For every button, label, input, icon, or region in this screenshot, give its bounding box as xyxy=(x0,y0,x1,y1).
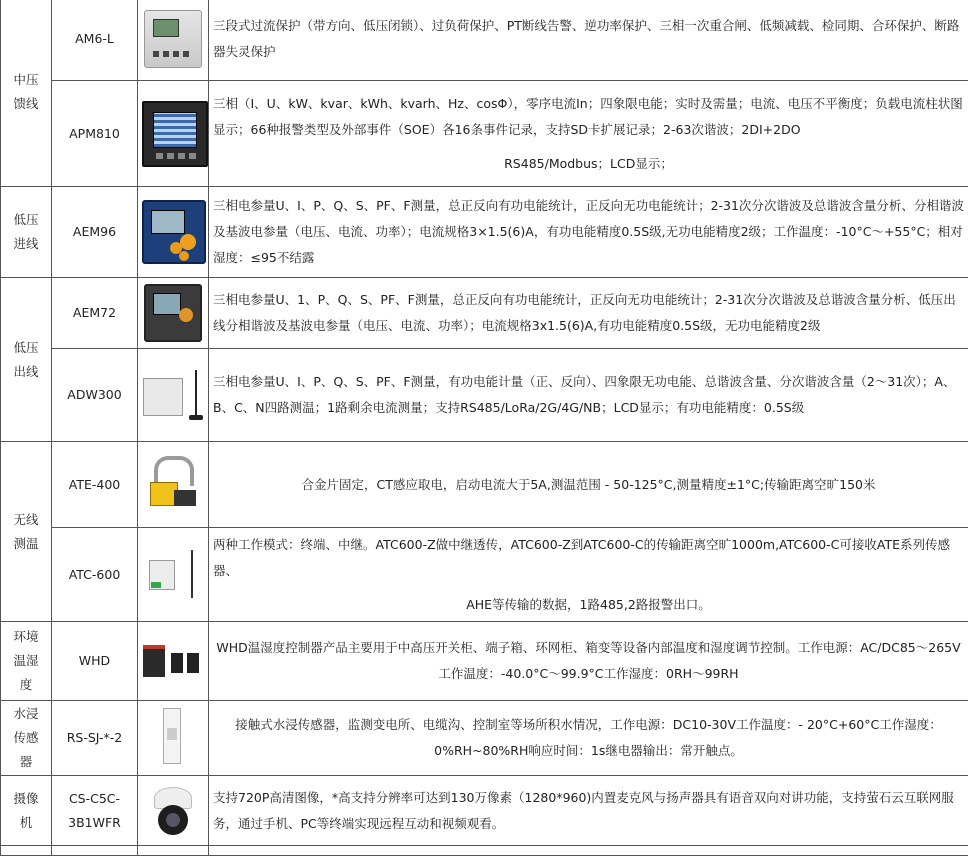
product-image-cell xyxy=(138,187,209,278)
model-cell: WHD xyxy=(52,622,138,701)
empty-cell xyxy=(209,846,968,856)
model-cell: AEM96 xyxy=(52,187,138,278)
description-cell: 三相电参量U、1、P、Q、S、PF、F测量，总正反向有功电能统计，正反向无功电能统计；2-31次分次谐波及总谐波含量分析、低压出线分相谐波及基波电参量（电压、电流、功率）；电流规格3x1.5(6)A,有功电能精度0.5S级，无功电能精度2级 xyxy=(209,278,968,349)
description-cell xyxy=(209,528,968,622)
model-cell: ATC-600 xyxy=(52,528,138,622)
category-cell: 低压进线 xyxy=(1,187,52,278)
category-cell: 低压出线 xyxy=(1,278,52,442)
empty-cell xyxy=(138,846,209,856)
din-rail-meter-image xyxy=(143,370,203,420)
power-meter-image xyxy=(142,101,208,167)
description-cell: 三相电参量U、I、P、Q、S、PF、F测量，有功电能计量（正、反向）、四象限无功电能、总谐波含量、分次谐波含量（2～31次）；A、B、C、N四路测温；1路剩余电流测量；支持RS485/LoRa/2G/4G/NB；LCD显示；有功电能精度：0.5S级 xyxy=(209,349,968,442)
empty-cell xyxy=(1,846,52,856)
category-cell: 水浸传感器 xyxy=(1,701,52,776)
humidity-controller-image xyxy=(143,641,203,681)
description-text: 三相（I、U、kW、kvar、kWh、kvarh、Hz、cosΦ），零序电流In；四象限电能；实时及需量；电流、电压不平衡度；负载电流柱状图显示；66种报警类型及外部事件（SOE）各16条事件记录，支持SD卡扩展记录；2-63次谐波；2DI+2DO xyxy=(213,95,963,137)
product-image-cell xyxy=(138,701,209,776)
product-image-cell xyxy=(138,528,209,622)
table-row xyxy=(1,776,968,846)
description-cell: 合金片固定，CT感应取电，启动电流大于5A,测温范围 - 50-125°C,测量精度±1°C;传输距离空旷150米 xyxy=(209,442,968,528)
product-image-cell xyxy=(138,349,209,442)
description-text: 两种工作模式：终端、中继。ATC600-Z做中继透传，ATC600-Z到ATC600-C的传输距离空旷1000m,ATC600-C可接收ATE系列传感器、 xyxy=(213,536,950,578)
description-text-2: AHE等传输的数据，1路485,2路报警出口。 xyxy=(466,596,711,612)
category-cell: 无线测温 xyxy=(1,442,52,622)
model-cell: CS-C5C-3B1WFR xyxy=(52,776,138,846)
product-image-cell xyxy=(138,81,209,187)
table-row xyxy=(1,701,968,776)
description-cell xyxy=(209,81,968,187)
product-image-cell xyxy=(138,776,209,846)
table-row xyxy=(1,528,968,622)
category-cell: 环境温湿度 xyxy=(1,622,52,701)
product-image-cell xyxy=(138,0,209,81)
model-cell: APM810 xyxy=(52,81,138,187)
description-cell: 三段式过流保护（带方向、低压闭锁）、过负荷保护、PT断线告警、逆功率保护、三相一次重合闸、低频减载、检同期、合环保护、断路器失灵保护 xyxy=(209,0,968,81)
energy-meter-image xyxy=(142,200,206,264)
description-cell: WHD温湿度控制器产品主要用于中高压开关柜、端子箱、环网柜、箱变等设备内部温度和湿度调节控制。工作电源：AC/DC85～265V工作温度：-40.0°C～99.9°C工作湿度：0RH～99RH xyxy=(209,622,968,701)
empty-cell xyxy=(52,846,138,856)
table-row xyxy=(1,349,968,442)
camera-image xyxy=(150,785,196,837)
model-cell: ATE-400 xyxy=(52,442,138,528)
product-image-cell xyxy=(138,278,209,349)
description-text-2: RS485/Modbus；LCD显示； xyxy=(504,155,673,171)
table-row xyxy=(1,187,968,278)
product-image-cell xyxy=(138,622,209,701)
table-row xyxy=(1,442,968,528)
product-image-cell xyxy=(138,442,209,528)
model-cell: RS-SJ-*-2 xyxy=(52,701,138,776)
description-cell: 三相电参量U、I、P、Q、S、PF、F测量，总正反向有功电能统计，正反向无功电能统计；2-31次分次谐波及总谐波含量分析、分相谐波及基波电参量（电压、电流、功率）；电流规格3×1.5(6)A，有功电能精度0.5S级,无功电能精度2级；工作温度：-10°C～+55°C；相对湿度：≤95不结露 xyxy=(209,187,968,278)
table-row xyxy=(1,0,968,81)
table-row xyxy=(1,278,968,349)
water-sensor-image xyxy=(155,708,191,768)
description-cell: 支持720P高清图像，*高支持分辨率可达到130万像素（1280*960)内置麦克风与扬声器具有语音双向对讲功能，支持萤石云互联网服务，通过手机、PC等终端实现远程互动和视频观看。 xyxy=(209,776,968,846)
energy-meter-image xyxy=(144,284,202,342)
table-row xyxy=(1,81,968,187)
model-cell: ADW300 xyxy=(52,349,138,442)
protection-relay-image xyxy=(144,10,202,68)
category-cell: 中压馈线 xyxy=(1,0,52,187)
model-cell: AM6-L xyxy=(52,0,138,81)
description-cell: 接触式水浸传感器，监测变电所、电缆沟、控制室等场所积水情况，工作电源：DC10-30V工作温度：- 20°C+60°C工作湿度：0%RH~80%RH响应时间：1s继电器输出：常开触点。 xyxy=(209,701,968,776)
category-cell: 摄像机 xyxy=(1,776,52,846)
table-row xyxy=(1,846,968,856)
temperature-sensor-image xyxy=(144,454,202,516)
model-cell: AEM72 xyxy=(52,278,138,349)
wireless-collector-image xyxy=(145,550,201,600)
table-row xyxy=(1,622,968,701)
